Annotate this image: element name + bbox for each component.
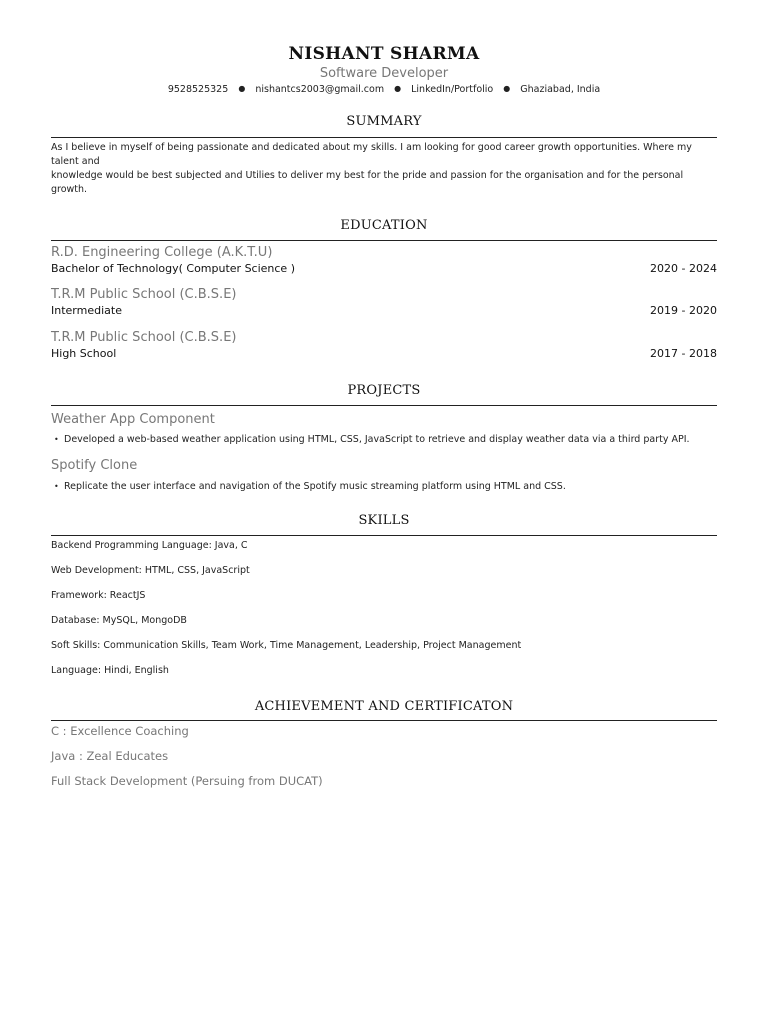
skill-line: Database: MySQL, MongoDB <box>51 615 187 626</box>
summary-line: As I believe in myself of being passionate and dedicated about my skills. I am looking for good career growth opportunities. Where my talent and <box>51 142 692 167</box>
education-row <box>51 303 717 318</box>
skill-line: Language: Hindi, English <box>51 665 169 676</box>
education-item <box>51 286 717 318</box>
education-years: 2019 - 2020 <box>650 304 717 317</box>
summary-line: knowledge would be best subjected and Utilies to deliver my best for the pride and passion for the organisation and for the personal growth. <box>51 170 684 195</box>
section-title-skills: SKILLS <box>358 513 410 528</box>
section-divider <box>51 405 717 406</box>
education-row <box>51 261 717 276</box>
degree-name: High School <box>51 347 117 360</box>
bullet-separator-icon: ● <box>503 84 511 93</box>
email-link[interactable]: nishantcs2003@gmail.com <box>255 84 385 95</box>
skill-line: Framework: ReactJS <box>51 590 146 601</box>
section-title-projects: PROJECTS <box>347 383 421 398</box>
achievement-item: C : Excellence Coaching <box>51 724 189 738</box>
section-divider <box>51 535 717 536</box>
location: Ghaziabad, India <box>520 84 601 95</box>
candidate-name: NISHANT SHARMA <box>288 44 480 64</box>
contact-line <box>51 83 717 97</box>
phone-number: 9528525325 <box>167 84 229 95</box>
section-title-education: EDUCATION <box>340 218 428 233</box>
institution-name: R.D. Engineering College (A.K.T.U) <box>51 245 273 260</box>
section-divider <box>51 240 717 241</box>
skill-line: Soft Skills: Communication Skills, Team Work, Time Management, Leadership, Project Management <box>51 640 522 651</box>
resume-page <box>51 0 717 789</box>
summary-text <box>51 141 717 197</box>
achievement-item: Java : Zeal Educates <box>51 749 169 763</box>
bullet-icon: • <box>54 435 59 444</box>
degree-name: Intermediate <box>51 304 122 317</box>
project-description: Developed a web-based weather application using HTML, CSS, JavaScript to retrieve and display weather data via a third party API. <box>64 434 690 445</box>
education-row <box>51 346 717 361</box>
skill-line: Web Development: HTML, CSS, JavaScript <box>51 565 250 576</box>
project-description: Replicate the user interface and navigation of the Spotify music streaming platform using HTML and CSS. <box>64 481 566 492</box>
section-divider <box>51 137 717 138</box>
education-item <box>51 244 717 276</box>
project-bullet <box>51 433 717 447</box>
education-years: 2020 - 2024 <box>650 262 717 275</box>
project-title: Weather App Component <box>51 412 215 427</box>
project-bullet <box>51 480 717 494</box>
bullet-separator-icon: ● <box>238 84 246 93</box>
education-item <box>51 329 717 361</box>
degree-name: Bachelor of Technology( Computer Science ) <box>51 262 295 275</box>
portfolio-link[interactable]: LinkedIn/Portfolio <box>411 84 494 95</box>
section-divider <box>51 720 717 721</box>
section-title-achievements: ACHIEVEMENT AND CERTIFICATON <box>254 699 514 714</box>
bullet-icon: • <box>54 482 59 491</box>
achievement-item: Full Stack Development (Persuing from DUCAT) <box>51 774 323 788</box>
candidate-role: Software Developer <box>319 66 449 81</box>
institution-name: T.R.M Public School (C.B.S.E) <box>51 330 237 345</box>
project-title: Spotify Clone <box>51 458 138 473</box>
education-years: 2017 - 2018 <box>650 347 717 360</box>
bullet-separator-icon: ● <box>394 84 402 93</box>
institution-name: T.R.M Public School (C.B.S.E) <box>51 287 237 302</box>
section-title-summary: SUMMARY <box>346 114 422 129</box>
skill-line: Backend Programming Language: Java, C <box>51 540 248 551</box>
